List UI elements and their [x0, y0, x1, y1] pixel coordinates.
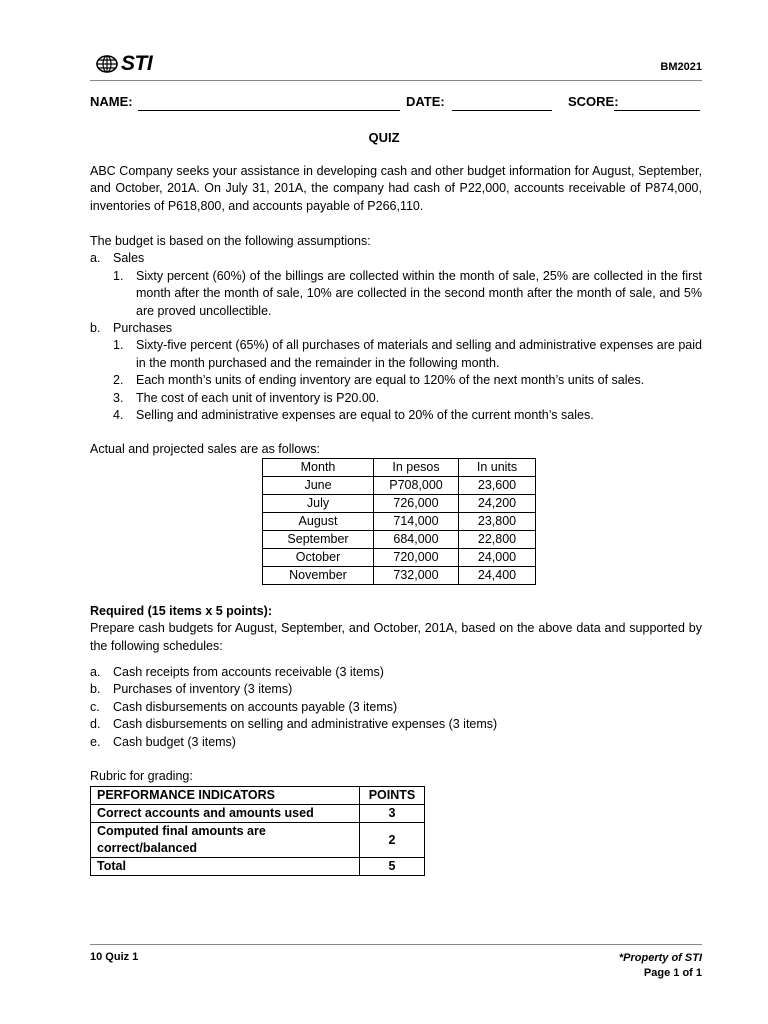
section-purchases [90, 320, 702, 337]
item-label: a. [90, 665, 101, 679]
page-number: Page 1 of 1 [643, 967, 702, 979]
item-text: Cash budget (3 items) [113, 734, 236, 749]
score-label: SCORE: [568, 94, 619, 109]
table-row [263, 531, 536, 549]
table-row [91, 823, 425, 858]
sales-intro: Actual and projected sales are as follows: [90, 442, 320, 456]
table-cell: 23,600 [459, 477, 536, 495]
table-row [263, 567, 536, 585]
list-item [90, 664, 702, 681]
table-cell: 23,800 [459, 513, 536, 531]
assumptions-heading: The budget is based on the following assumptions: [90, 234, 371, 248]
list-item [90, 337, 702, 372]
table-cell: 2 [360, 823, 425, 858]
section-title: Purchases [113, 321, 173, 336]
assumptions-block [90, 233, 702, 424]
table-cell: August [263, 513, 374, 531]
rubric-heading: Rubric for grading: [90, 769, 193, 783]
table-cell: November [263, 567, 374, 585]
section-label: b. [90, 321, 101, 336]
table-cell: July [263, 495, 374, 513]
item-number: 1. [113, 268, 124, 283]
column-header: PERFORMANCE INDICATORS [91, 787, 360, 805]
table-row [263, 477, 536, 495]
intro-paragraph: ABC Company seeks your assistance in developing cash and other budget information for August, September, and October, 201A. On July 31, 201A, the company had cash of P22,000, accounts receivable of P874,000, inventories of P618,800, and accounts payable of P266,110. [90, 164, 702, 213]
table-row [91, 805, 425, 823]
item-text: Each month’s units of ending inventory are equal to 120% of the next month’s units of sales. [136, 373, 645, 388]
table-row [91, 858, 425, 876]
item-text: Cash disbursements on accounts payable (3 items) [113, 699, 398, 714]
footer-doc-label: 10 Quiz 1 [90, 951, 139, 963]
page-title: QUIZ [368, 130, 400, 145]
column-header: In pesos [374, 459, 459, 477]
table-cell: October [263, 549, 374, 567]
required-text: Prepare cash budgets for August, September, and October, 201A, based on the above data and supported by the following schedules: [90, 621, 702, 653]
item-label: e. [90, 734, 101, 749]
table-cell: 726,000 [374, 495, 459, 513]
table-cell: 24,400 [459, 567, 536, 585]
item-text: Cash receipts from accounts receivable (3 items) [113, 665, 384, 679]
sales-table [262, 458, 536, 585]
list-item [90, 268, 702, 320]
item-number: 3. [113, 390, 124, 405]
item-text: Purchases of inventory (3 items) [113, 682, 293, 697]
list-item [90, 716, 702, 733]
table-cell: September [263, 531, 374, 549]
item-number: 2. [113, 373, 124, 388]
table-cell: 684,000 [374, 531, 459, 549]
table-cell: Total [91, 858, 360, 876]
table-cell: Computed final amounts are correct/balanced [91, 823, 360, 858]
item-text: Sixty percent (60%) of the billings are collected within the month of sale, 25% are collected in the first month after the month of sale, 10% are collected in the second month after the month of sale, and 5% are proved uncollectible. [136, 268, 702, 318]
item-text: The cost of each unit of inventory is P20.00. [136, 390, 380, 405]
item-number: 1. [113, 338, 124, 353]
property-notice: *Property of STI [618, 952, 702, 964]
table-cell: 720,000 [374, 549, 459, 567]
section-label: a. [90, 251, 101, 266]
list-item [90, 699, 702, 716]
student-info-row [90, 94, 702, 114]
schedules-list [90, 664, 702, 751]
name-field[interactable] [138, 110, 400, 111]
list-item [90, 407, 702, 424]
item-text: Cash disbursements on selling and administrative expenses (3 items) [113, 717, 498, 732]
item-label: d. [90, 717, 101, 732]
table-cell: June [263, 477, 374, 495]
table-row [263, 495, 536, 513]
table-cell: 732,000 [374, 567, 459, 585]
table-cell: 24,000 [459, 549, 536, 567]
score-field[interactable] [614, 110, 700, 111]
table-header-row [263, 459, 536, 477]
column-header: Month [263, 459, 374, 477]
date-label: DATE: [406, 94, 445, 109]
section-title: Sales [113, 251, 145, 266]
list-item [90, 734, 702, 751]
table-cell: Correct accounts and amounts used [91, 805, 360, 823]
table-row [263, 549, 536, 567]
table-cell: 714,000 [374, 513, 459, 531]
table-cell: 22,800 [459, 531, 536, 549]
logo-text: STI [121, 52, 153, 75]
column-header: In units [459, 459, 536, 477]
item-number: 4. [113, 408, 124, 423]
date-field[interactable] [452, 110, 552, 111]
document-code: BM2021 [660, 61, 702, 73]
table-cell: 3 [360, 805, 425, 823]
table-cell: 24,200 [459, 495, 536, 513]
footer-right [619, 951, 702, 981]
item-text: Selling and administrative expenses are equal to 20% of the current month’s sales. [136, 408, 594, 423]
table-header-row [91, 787, 425, 805]
section-sales [90, 250, 702, 267]
table-cell: P708,000 [374, 477, 459, 495]
globe-icon [96, 55, 120, 73]
list-item [90, 390, 702, 407]
item-label: c. [90, 699, 100, 714]
required-block [90, 603, 702, 655]
item-label: b. [90, 682, 101, 697]
header-divider [90, 80, 702, 81]
column-header: POINTS [360, 787, 425, 805]
name-label: NAME: [90, 94, 133, 109]
table-row [263, 513, 536, 531]
footer-divider [90, 944, 702, 945]
rubric-table [90, 786, 425, 876]
item-text: Sixty-five percent (65%) of all purchases of materials and selling and administrative expenses are paid in the month purchased and the remainder in the following month. [136, 338, 702, 370]
list-item [90, 681, 702, 698]
sti-logo [96, 52, 152, 76]
table-cell: 5 [360, 858, 425, 876]
required-heading: Required (15 items x 5 points): [90, 604, 272, 618]
list-item [90, 372, 702, 389]
